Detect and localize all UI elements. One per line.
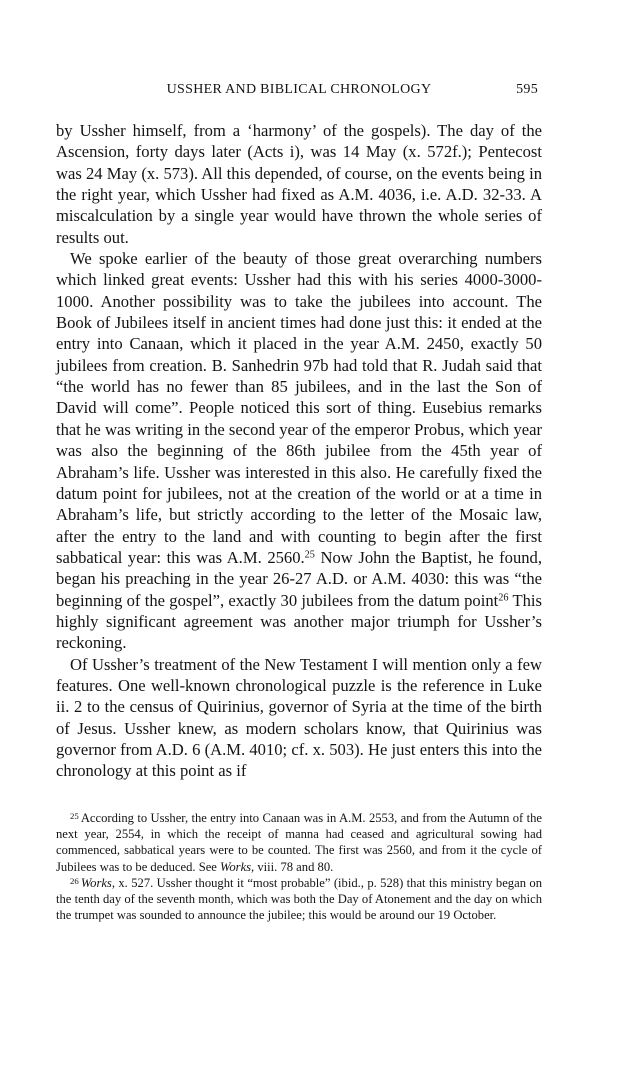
- footnote-26-mark: 26: [70, 875, 79, 886]
- footnote-26-text: x. 527. Ussher thought it “most probable” (ibid., p. 528) that this ministry began on the tenth day of the seventh month, which was both the Day of Atonement and the day on which the trumpet was sounded to announce the jubilee; this would be around our 19 October.: [56, 875, 542, 923]
- footnote-26-works: Works,: [80, 875, 115, 890]
- paragraph-jubilees-text-1: We spoke earlier of the beauty of those great overarching numbers which linked great events: Ussher had this with his series 4000-3000-1000. Another possibility was to take the jubilees into account. The Book of Jubilees itself in ancient times had done just this: it ended at the entry into Canaan, which it placed in the year A.M. 2450, exactly 50 jubilees from creation. B. Sanhedrin 97b had told that R. Judah said that “the world has no fewer than 85 jubilees, and in the last the Son of David will come”. People noticed this sort of thing. Eusebius remarks that he was writing in the second year of the emperor Probus, which year was also the beginning of the 86th jubilee from the 45th year of Abraham’s life. Ussher was interested in this also. He carefully fixed the datum point for jubilees, not at the creation of the world or at a time in Abraham’s life, but strictly according to the letter of the Mosaic law, after the entry to the land and with counting to begin after the first sabbatical year: this was A.M. 2560.: [56, 249, 542, 567]
- book-page: [56, 82, 542, 924]
- footnote-25-works: Works,: [220, 859, 255, 874]
- footnote-25: [56, 810, 542, 875]
- paragraph-jubilees-text-2: Now John the Baptist, he found, began his preaching in the year 26-27 A.D. or A.M. 4030: this was “the beginning of the gospel”, exactly 30 jubilees from the datum point: [56, 547, 543, 610]
- footnote-25-text-end: viii. 78 and 80.: [254, 859, 334, 874]
- paragraph-jubilees: [56, 248, 542, 654]
- footnotes: [56, 810, 542, 924]
- footnote-26: [56, 875, 542, 924]
- body-text: [56, 120, 542, 782]
- footnote-25-text: According to Ussher, the entry into Canaan was in A.M. 2553, and from the Autumn of the next year, 2554, in which the receipt of manna had ceased and agricultural sowing had commenced, sabbatical years were to be counted. The first was 2560, and from it the cycle of Jubilees was to be deduced. See: [56, 810, 542, 874]
- running-head: [56, 82, 542, 102]
- page-number: 595: [516, 82, 538, 97]
- running-title: USSHER AND BIBLICAL CHRONOLOGY: [166, 82, 432, 97]
- paragraph-jubilees-text-3: This highly significant agreement was another major triumph for Ussher’s reckoning.: [56, 590, 543, 653]
- paragraph-continuation: by Ussher himself, from a ‘harmony’ of the gospels). The day of the Ascension, forty days later (Acts i), was 14 May (x. 572f.); Pentecost was 24 May (x. 573). All this depended, of course, on the events being in the right year, which Ussher had fixed as A.M. 4036, i.e. A.D. 32-33. A miscalculation by a single year would have thrown the whole series of results out.: [56, 121, 542, 247]
- footnote-ref-25: 25: [304, 549, 315, 561]
- paragraph-new-testament: Of Ussher’s treatment of the New Testament I will mention only a few features. One well-known chronological puzzle is the reference in Luke ii. 2 to the census of Quirinius, governor of Syria at the time of the birth of Jesus. Ussher knew, as modern scholars know, that Quirinius was governor from A.D. 6 (A.M. 4010; cf. x. 503). He just enters this into the chronology at this point as if: [56, 654, 542, 781]
- footnote-ref-26: 26: [498, 591, 509, 603]
- footnote-25-mark: 25: [70, 810, 79, 821]
